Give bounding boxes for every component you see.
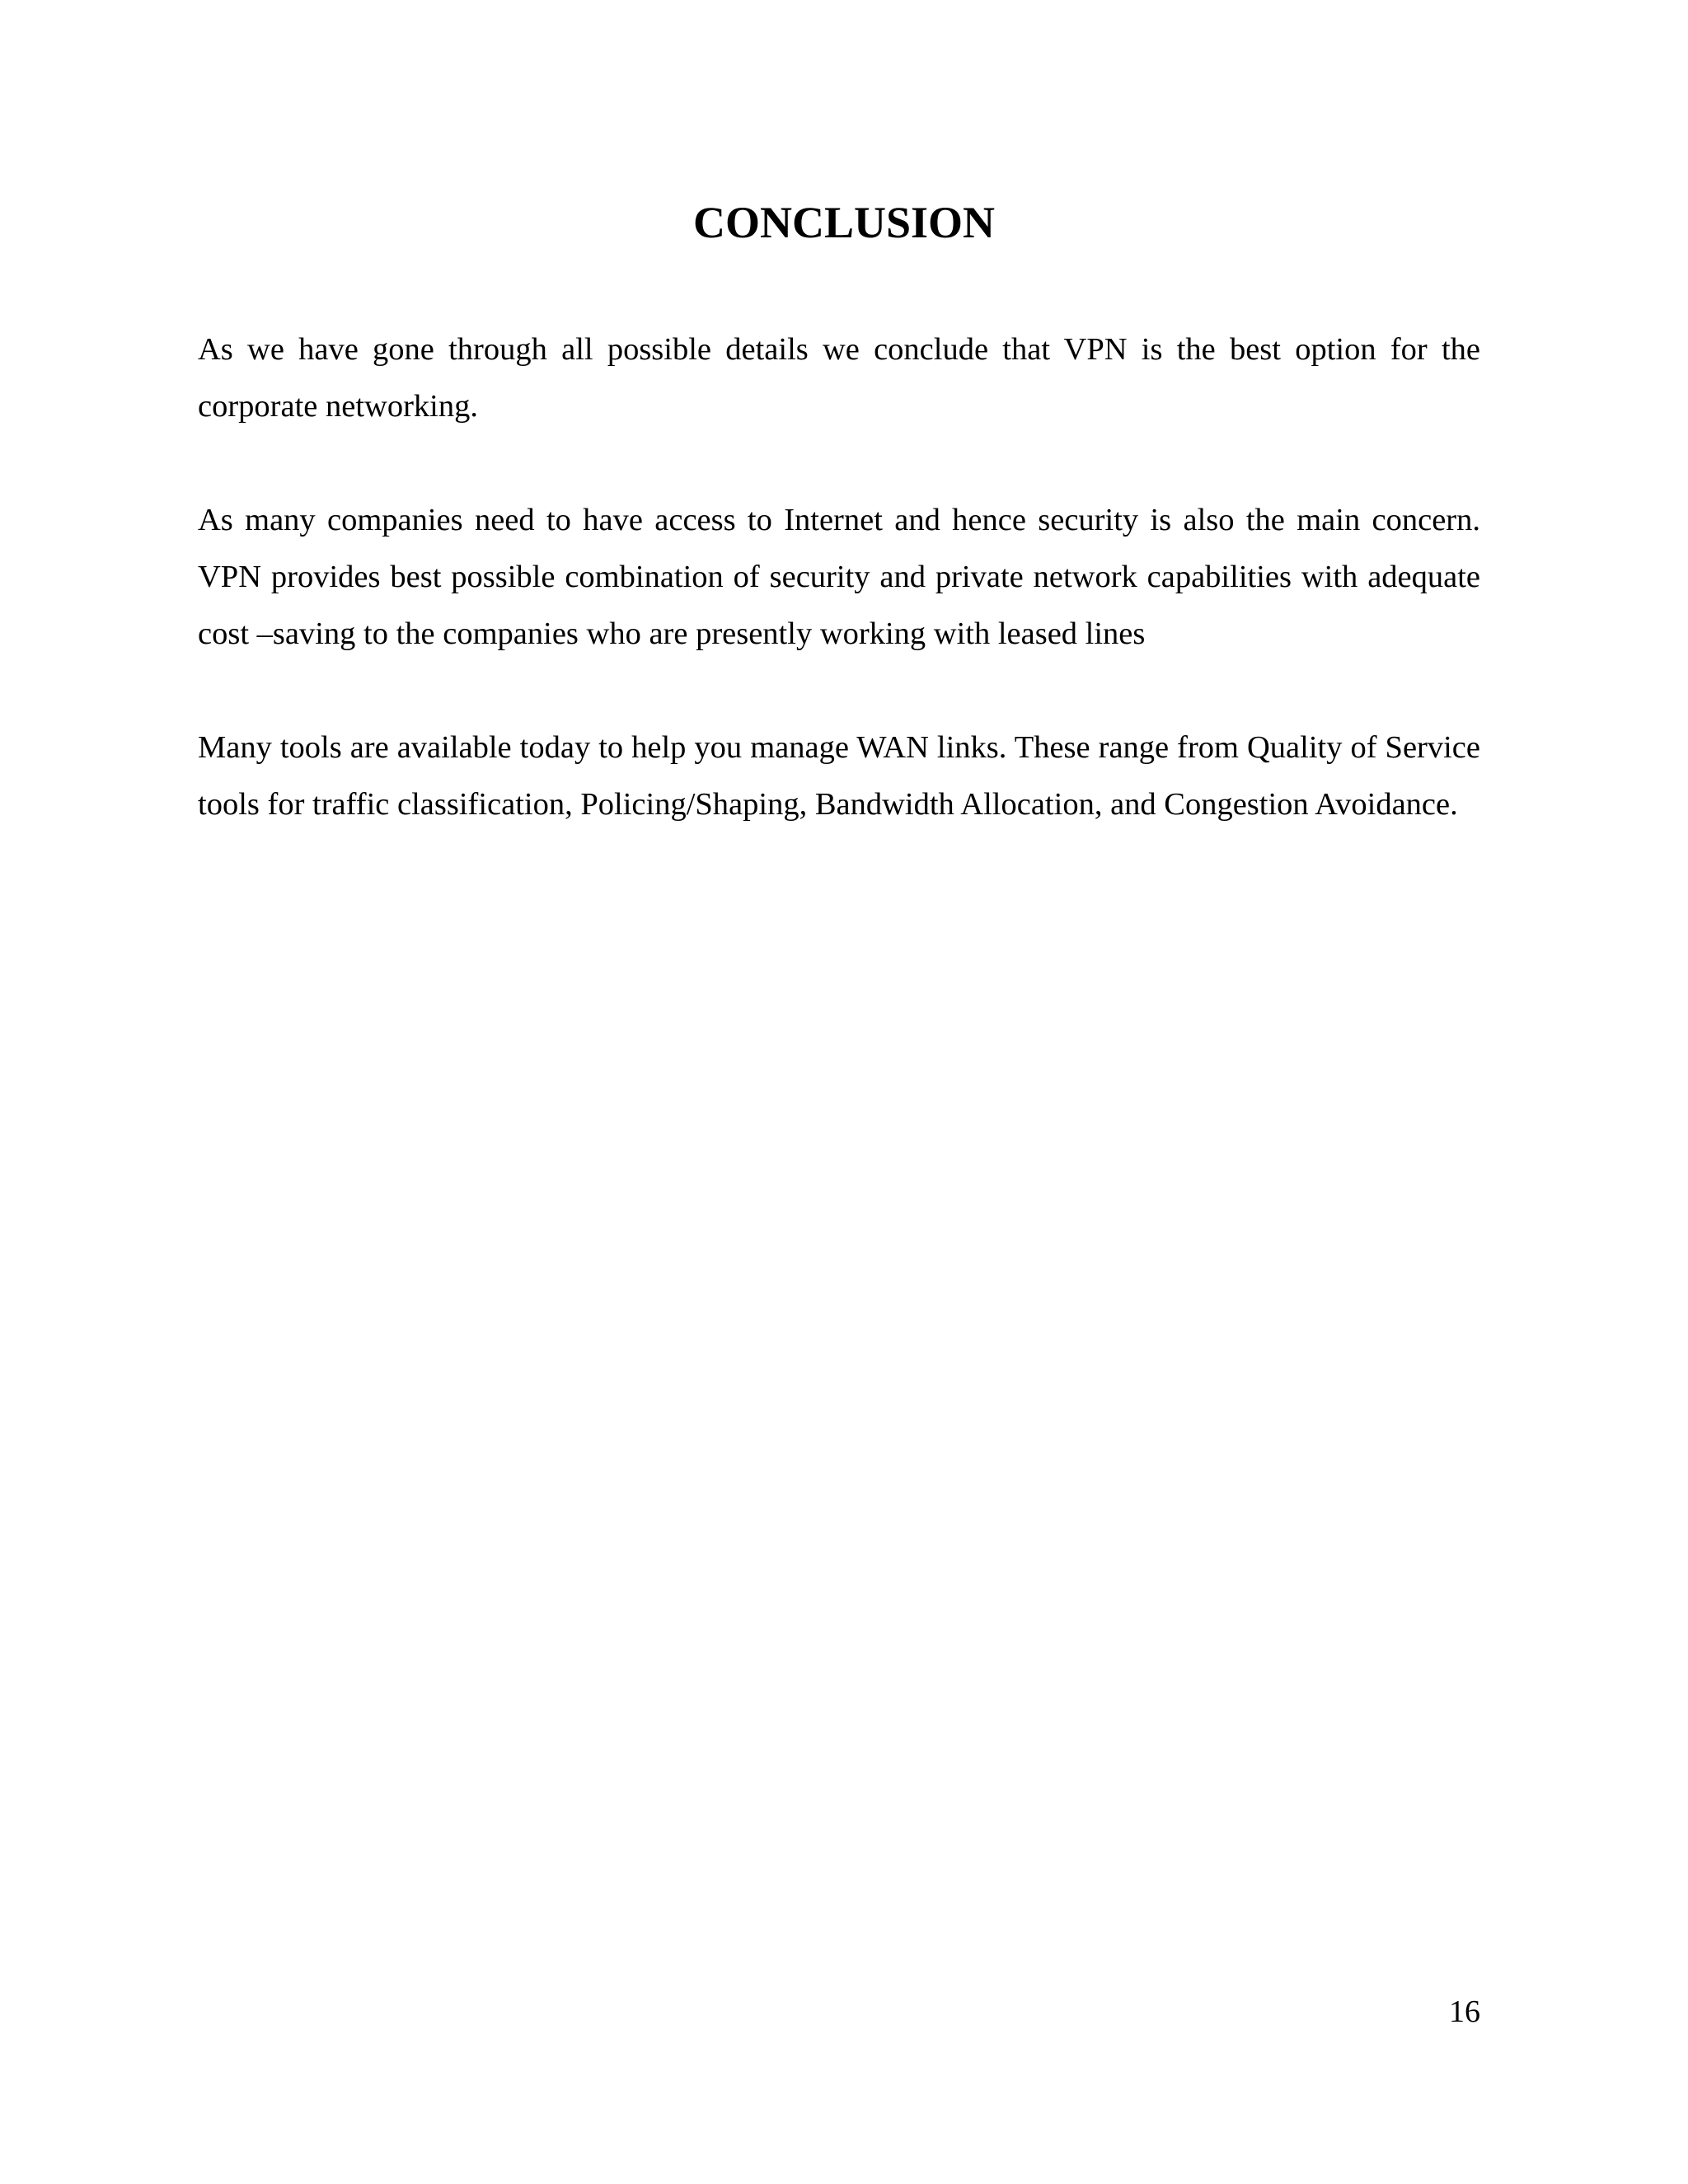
- page-number: 16: [1449, 1994, 1480, 2029]
- body-text: [198, 321, 1480, 890]
- paragraph-1: As we have gone through all possible details we conclude that VPN is the best option for the corporate networking.: [198, 332, 1480, 424]
- page-title: CONCLUSION: [692, 198, 996, 247]
- paragraph-2: As many companies need to have access to Internet and hence security is also the main concern. VPN provides best possible combination of security and private network capabilities with adequate cost –saving to the companies who are presently working with leased lines: [198, 503, 1480, 651]
- paragraph-3: Many tools are available today to help you manage WAN links. These range from Quality of Service tools for traffic classification, Policing/Shaping, Bandwidth Allocation, and Congestion Avoidance.: [198, 730, 1480, 822]
